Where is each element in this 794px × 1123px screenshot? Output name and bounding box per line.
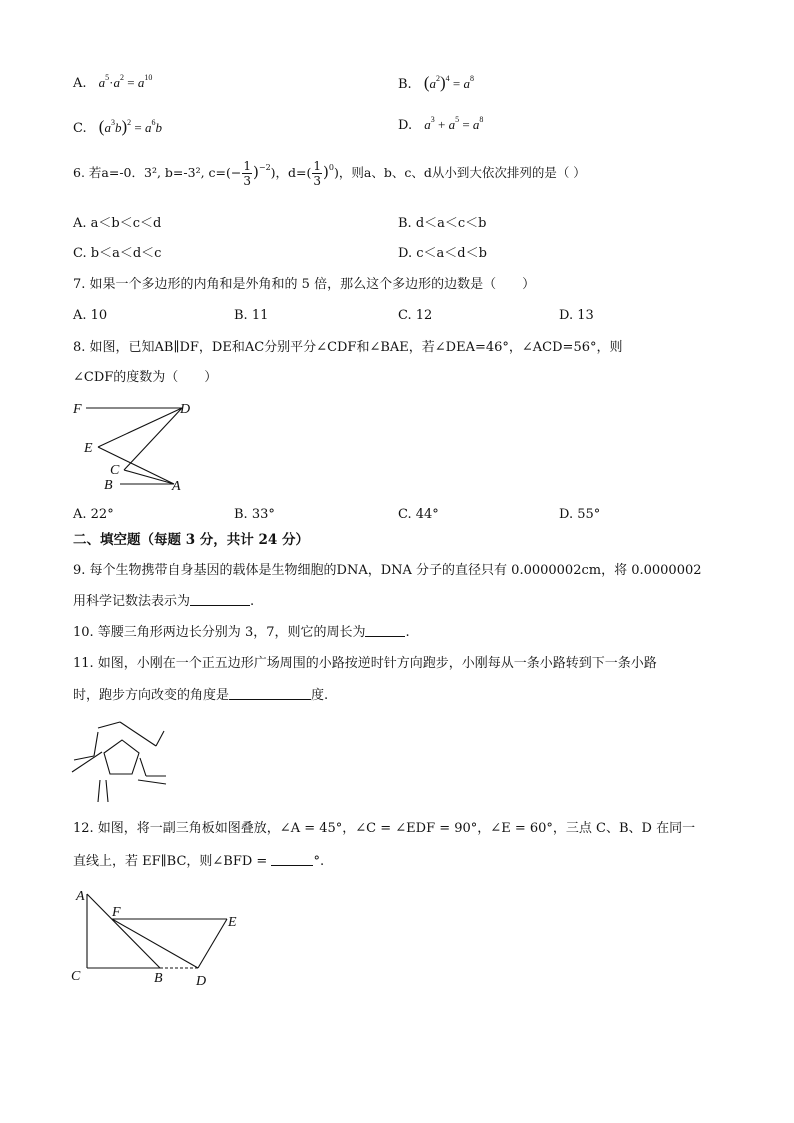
fraction-numerator: 1: [243, 159, 251, 173]
q8-figure: [70, 396, 200, 496]
q12-end: °.: [313, 854, 325, 869]
q6-option-a: A. a＜b＜c＜d: [73, 216, 162, 231]
q7-option-d: D. 13: [559, 308, 594, 323]
label-e: E: [228, 915, 237, 930]
q6-suffix: )，则a、b、c、d从小到大依次排列的是（ ）: [333, 165, 586, 180]
q10-text: 10. 等腰三角形两边长分别为 3，7，则它的周长为: [73, 625, 366, 640]
option-letter: C.: [73, 121, 87, 136]
option-letter: D.: [398, 118, 413, 133]
label-d: D: [180, 402, 191, 417]
q9-end: .: [250, 594, 255, 609]
label-f: F: [73, 402, 82, 417]
q10-stem: [73, 625, 410, 639]
label-c: C: [71, 969, 81, 984]
label-e: E: [84, 441, 93, 456]
q5-option-a: [73, 73, 153, 91]
q5-option-d: [398, 115, 484, 133]
q12-triangle-figure: [68, 884, 258, 994]
answer-blank[interactable]: [229, 688, 311, 700]
q7-stem: 7. 如果一个多边形的内角和是外角和的 5 倍，那么这个多边形的边数是（ ）: [73, 277, 536, 292]
q6-stem: 6. 若a=-0．3², b=-3², c=(− $\frac{1}{3}$ )$^{-2}$)，d=( $\frac{1}{3}$ )$^0$)，则a、b、c、d从小到大依次排列的是（ ）: [73, 159, 586, 188]
q8-option-c: C. 44°: [398, 507, 439, 522]
q9-line2-text: 用科学记数法表示为: [73, 594, 191, 609]
q8-stem-line1: 8. 如图，已知AB∥DF，DE和AC分别平分∠CDF和∠BAE，若∠DEA=46°，∠ACD=56°，则: [73, 340, 623, 355]
fraction-d: [312, 160, 322, 187]
option-letter: B.: [398, 77, 412, 92]
fraction-denominator: 3: [313, 174, 322, 188]
q6-option-c: C. b＜a＜d＜c: [73, 246, 162, 261]
label-a: A: [172, 479, 181, 494]
q11-line2: [73, 688, 328, 702]
q8-option-b: B. 33°: [234, 507, 275, 522]
q7-option-b: B. 11: [234, 308, 269, 323]
q9-line2: [73, 594, 254, 608]
q9-line1: 9. 每个生物携带自身基因的载体是生物细胞的DNA，DNA 分子的直径只有 0.0000002cm，将 0.0000002: [73, 563, 702, 578]
label-b: B: [154, 971, 163, 986]
q6-option-d: D. c＜a＜d＜b: [398, 246, 487, 261]
math-expression: $(a^2)^4 = a^8$: [423, 73, 475, 92]
label-a: A: [76, 889, 85, 904]
q12-line1: 12. 如图，将一副三角板如图叠放，∠A = 45°，∠C = ∠EDF = 90°，∠E = 60°，三点 C、B、D 在同一: [73, 821, 696, 836]
section-title: 二、填空题（每题 3 分，共计 24 分）: [73, 532, 309, 548]
q12-line2-text: 直线上，若 EF∥BC，则∠BFD =: [73, 854, 272, 869]
fraction-numerator: 1: [313, 159, 322, 173]
q11-line1: 11. 如图，小刚在一个正五边形广场周围的小路按逆时针方向跑步，小刚每从一条小路转到下一条小路: [73, 656, 657, 671]
q8-option-a: A. 22°: [73, 507, 114, 522]
q11-pentagon-figure: [70, 718, 170, 808]
answer-blank[interactable]: [365, 625, 405, 637]
math-expression: $(a^3b)^2 = a^6b$: [98, 117, 162, 136]
q7-option-a: A. 10: [73, 308, 108, 323]
q6-mid: )，d=(: [270, 165, 312, 180]
answer-blank[interactable]: [190, 594, 250, 606]
q12-line2: [73, 854, 324, 868]
label-c: C: [110, 463, 120, 478]
q8-stem-line2: ∠CDF的度数为（ ）: [73, 370, 218, 385]
q10-end: .: [405, 625, 410, 640]
q6-prefix: 6. 若a=-0．3², b=-3², c=(−: [73, 165, 242, 180]
label-f: F: [112, 905, 121, 920]
exponent: −2: [258, 163, 271, 172]
q7-option-c: C. 12: [398, 308, 433, 323]
q11-end: 度.: [311, 688, 329, 703]
label-b: B: [104, 478, 113, 493]
q5-option-b: [398, 74, 474, 91]
q11-line2-text: 时，跑步方向改变的角度是: [73, 688, 230, 703]
fraction-c: [242, 160, 252, 187]
math-expression: $a^5\cdot a^2 = a^{10}$: [98, 73, 153, 90]
q5-option-c: [73, 118, 162, 135]
math-expression: $a^3 + a^5 = a^8$: [424, 115, 484, 132]
q8-option-d: D. 55°: [559, 507, 601, 522]
fraction-denominator: 3: [243, 174, 251, 188]
q6-option-b: B. d＜a＜c＜b: [398, 216, 487, 231]
label-d: D: [196, 974, 207, 989]
answer-blank[interactable]: [271, 854, 313, 866]
exponent: 0: [328, 163, 334, 172]
option-letter: A.: [73, 76, 87, 91]
